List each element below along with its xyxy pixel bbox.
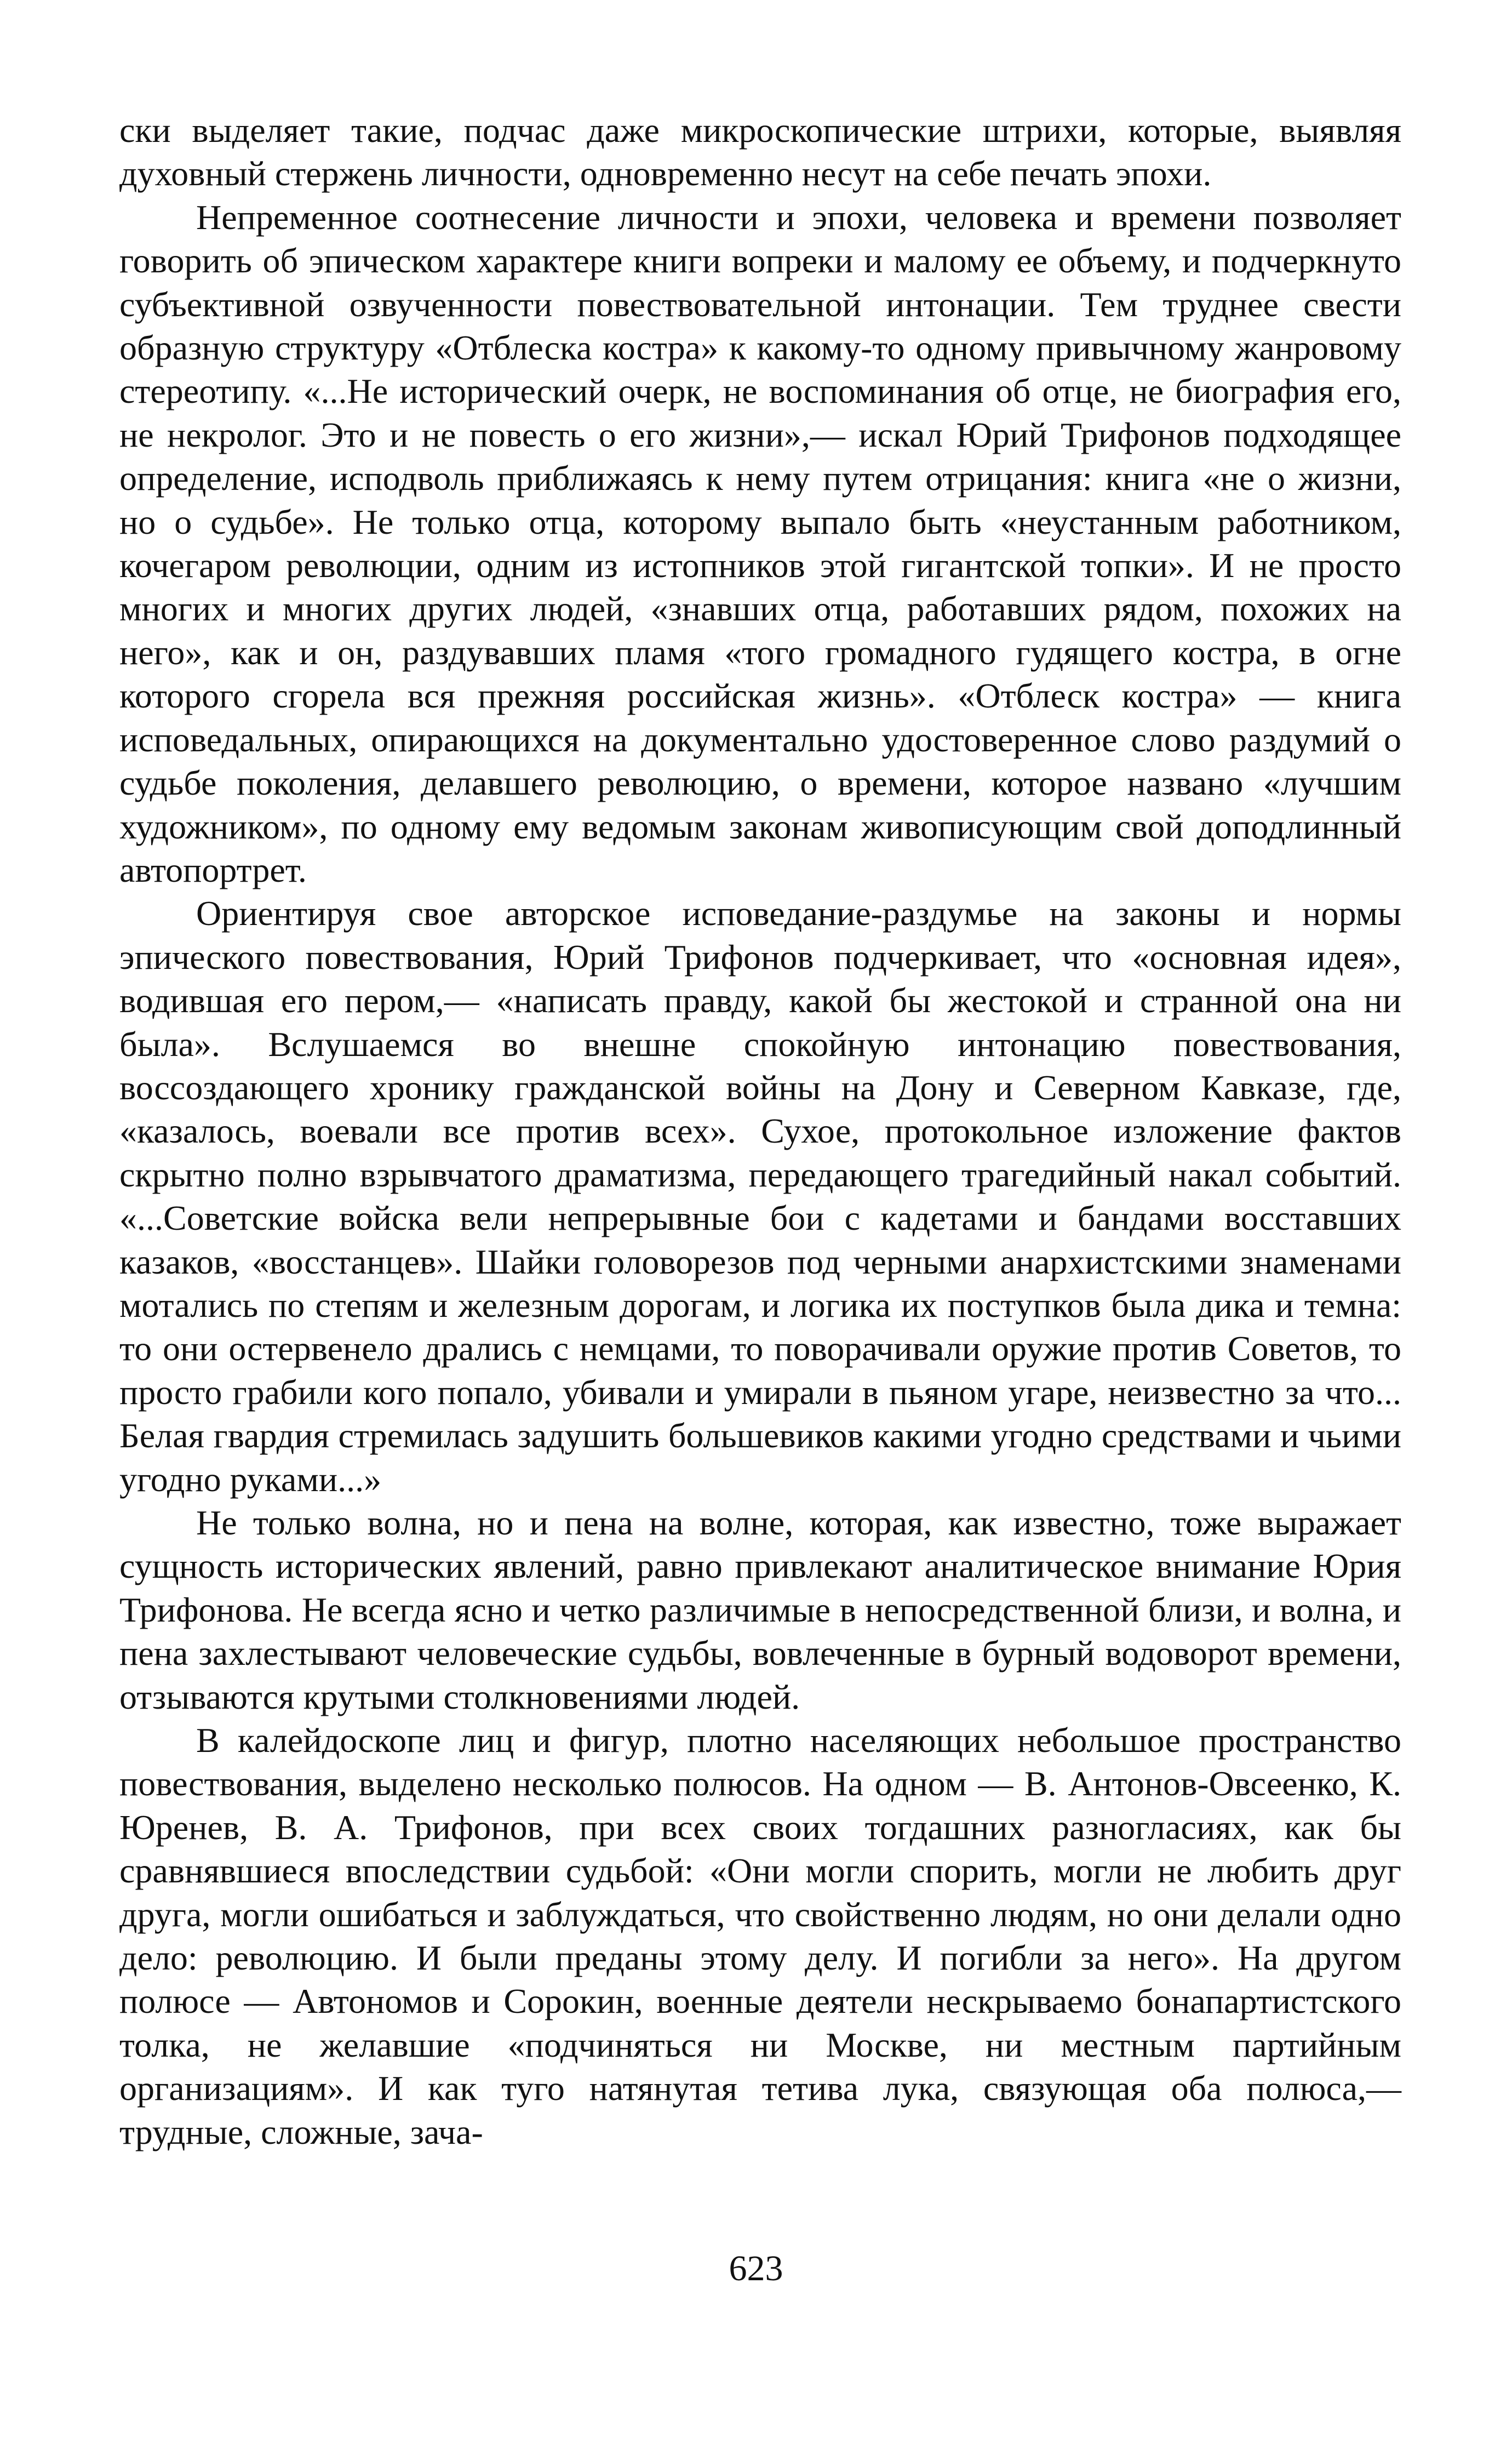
paragraph-kaleidoscope: В калейдоскопе лиц и фигур, плотно населяющих небольшое пространство повествования, выделено несколько полюсов. На одном — В. Антонов-Овсеенко, К. Юренев, В. А. Трифонов, при всех своих тогдашних разногласиях, как бы сравнявшиеся впоследствии судьбой: «Они могли спорить, могли не любить друг друга, могли ошибаться и заблуждаться, что свойственно людям, но они делали одно дело: революцию. И были преданы этому делу. И погибли за него». На другом полюсе — Автономов и Сорокин, военные деятели нескрываемо бонапартистского толка, не желавшие «подчиняться ни Москве, ни местным партийным организациям». И как туго натянутая тетива лука, связующая оба полюса,— трудные, сложные, зача- [119, 1721, 1401, 2151]
paragraph-continuation: ски выделяет такие, подчас даже микроскопические штрихи, которые, выявляя духовный стержень личности, одновременно несут на себе печать эпохи. [119, 111, 1401, 193]
paragraph-wave-and-foam: Не только волна, но и пена на волне, которая, как известно, тоже выражает сущность исторических явлений, равно привлекают аналитическое внимание Юрия Трифонова. Не всегда ясно и четко различимые в непосредственной близи, и волна, и пена захлестывают человеческие судьбы, вовлеченные в бурный водоворот времени, отзываются крутыми столкновениями людей. [119, 1503, 1401, 1716]
paragraph-epic-narration: Ориентируя свое авторское исповедание-раздумье на законы и нормы эпического повествования, Юрий Трифонов подчеркивает, что «основная идея», водившая его пером,— «написать правду, какой бы жестокой и странной она ни была». Вслушаемся во внешне спокойную интонацию повествования, воссоздающего хронику гражданской войны на Дону и Северном Кавказе, где, «казалось, воевали все против всех». Сухое, протокольное изложение фактов скрытно полно взрывчатого драматизма, передающего трагедийный накал событий. «...Советские войска вели непрерывные бои с кадетами и бандами восставших казаков, «восстанцев». Шайки головорезов под черными анархистскими знаменами мотались по степям и железным дорогам, и логика их поступков была дика и темна: то они остервенело дрались с немцами, то поворачивали оружие против Советов, то просто грабили кого попало, убивали и умирали в пьяном угаре, неизвестно за что... Белая гвардия стремилась задушить большевиков какими угодно средствами и чьими угодно руками...» [119, 894, 1401, 1499]
page-number: 623 [729, 2248, 783, 2288]
document-page [119, 109, 1401, 2154]
paragraph-epic-character: Непременное соотнесение личности и эпохи, человека и времени позволяет говорить об эпическом характере книги вопреки и малому ее объему, и подчеркнуто субъективной озвученности повествовательной интонации. Тем труднее свести образную структуру «Отблеска костра» к какому-то одному привычному жанровому стереотипу. «...Не исторический очерк, не воспоминания об отце, не биография его, не некролог. Это и не повесть о его жизни»,— искал Юрий Трифонов подходящее определение, исподволь приближаясь к нему путем отрицания: книга «не о жизни, но о судьбе». Не только отца, которому выпало быть «неустанным работником, кочегаром революции, одним из истопников этой гигантской топки». И не просто многих и многих других людей, «знавших отца, работавших рядом, похожих на него», как и он, раздувавших пламя «того громадного гудящего костра, в огне которого сгорела вся прежняя российская жизнь». «Отблеск костра» — книга исповедальных, опирающихся на документально удостоверенное слово раздумий о судьбе поколения, делавшего революцию, о времени, которое названо «лучшим художником», по одному ему ведомым законам живописующим свой доподлинный автопортрет. [119, 197, 1401, 889]
